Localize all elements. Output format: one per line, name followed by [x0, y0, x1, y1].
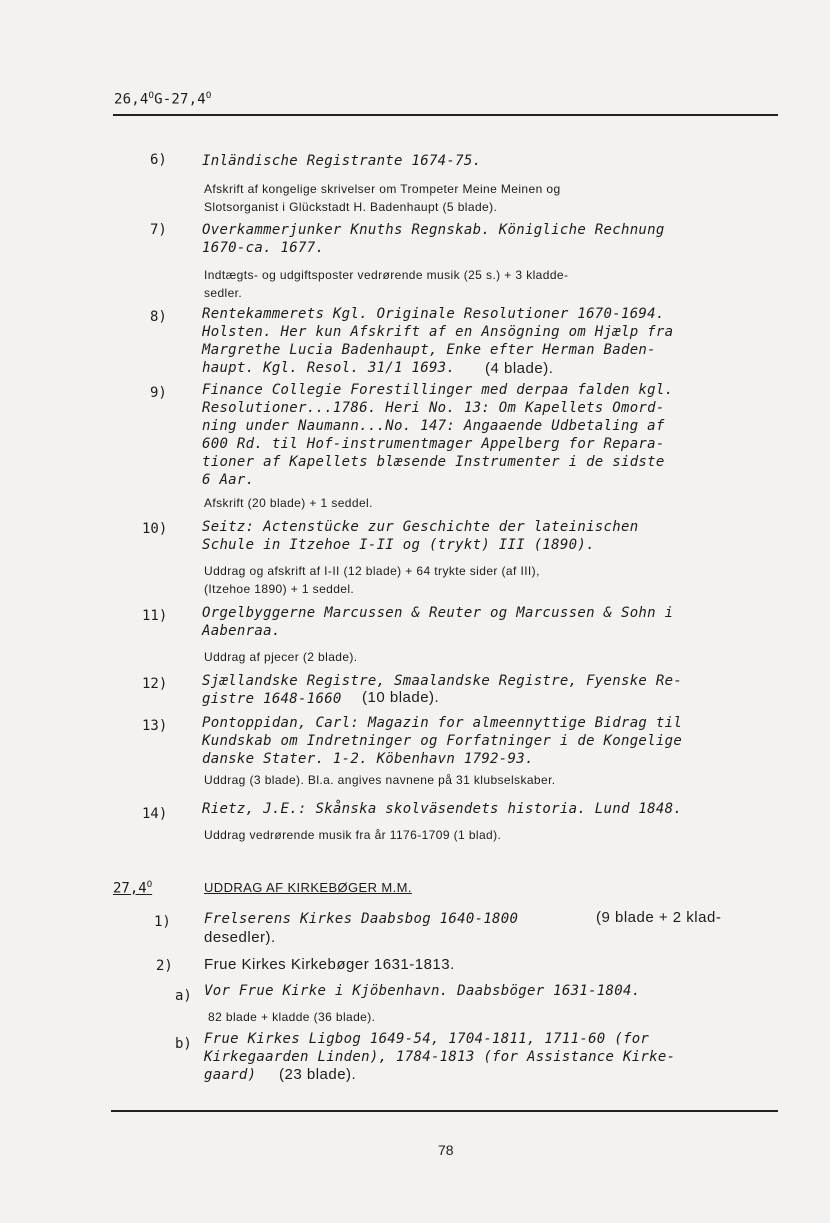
entry-number: a) — [175, 988, 192, 1004]
bottom-rule — [111, 1110, 778, 1112]
entry-note: Afskrift af kongelige skrivelser om Trompeter Meine Meinen og Slotsorganist i Glückstadt H. Badenhaupt (5 blade). — [204, 182, 561, 214]
entry-title: Vor Frue Kirke i Kjöbenhavn. Daabsböger 1631-1804. — [204, 983, 641, 999]
section-number: $27,4^O$ — [113, 880, 153, 897]
entry-note: Uddrag (3 blade). Bl.a. angives navnene på 31 klubselskaber. — [204, 773, 556, 787]
entry-title: Inländische Registrante 1674-75. — [202, 153, 482, 169]
entry-title: Frue Kirkes Ligbog 1649-54, 1704-1811, 1711-60 (for Kirkegaarden Linden), 1784-1813 (for Assistance Kirke- gaard) — [204, 1031, 676, 1083]
entry-title: Sjællandske Registre, Smaalandske Registre, Fyenske Re- gistre 1648-1660 — [202, 673, 683, 707]
entry-title: Rietz, J.E.: Skånska skolväsendets historia. Lund 1848. — [202, 801, 683, 817]
entry-number: 2) — [156, 958, 173, 974]
entry-number: 13) — [142, 718, 168, 734]
entry-note: Indtægts- og udgiftsposter vedrørende musik (25 s.) + 3 kladde- sedler. — [204, 268, 569, 300]
entry-title: Rentekammerets Kgl. Originale Resolutioner 1670-1694. Holsten. Her kun Afskrift af en Ansögning om Hjælp fra Margrethe Lucia Badenhaupt, Enke efter Herman Baden- haupt. Kgl. Resol. 31/1 1693. — [202, 306, 674, 376]
entry-title: Frue Kirkes Kirkebøger 1631-1813. — [204, 956, 455, 973]
entry-title: Seitz: Actenstücke zur Geschichte der lateinischen Schule in Itzehoe I-II og (trykt) III (1890). — [202, 519, 639, 553]
page-reference: $26,4^OG-27,4^O$ — [114, 91, 212, 108]
entry-number: 9) — [150, 385, 167, 401]
page-number: 78 — [438, 1142, 454, 1158]
entry-title: Pontoppidan, Carl: Magazin for almeennyttige Bidrag til Kundskab om Indretninger og Forfatninger i de Kongelige danske Stater. 1-2. Köbenhavn 1792-93. — [202, 715, 683, 767]
entry-note: Uddrag af pjecer (2 blade). — [204, 650, 358, 664]
entry-note: (10 blade). — [362, 689, 440, 706]
entry-number: 12) — [142, 676, 168, 692]
entry-number: 7) — [150, 222, 167, 238]
entry-title: Finance Collegie Forestillinger med derpaa falden kgl. Resolutioner...1786. Heri No. 13: Om Kapellets Omord- ning under Naumann...No. 147: Angaaende Udbetaling af 600 Rd. til Hof-instrumentmager Appelberg for Repara- tioner af Kapellets blæsende Instrumenter i de sidste 6 Aar. — [202, 382, 674, 488]
entry-title: Orgelbyggerne Marcussen & Reuter og Marcussen & Sohn i Aabenraa. — [202, 605, 674, 639]
entry-title: Overkammerjunker Knuths Regnskab. Königliche Rechnung 1670-ca. 1677. — [202, 222, 665, 256]
entry-note: (4 blade). — [485, 360, 554, 377]
entry-note: Afskrift (20 blade) + 1 seddel. — [204, 496, 373, 510]
section-title: UDDRAG AF KIRKEBØGER M.M. — [204, 880, 412, 895]
entry-note: (23 blade). — [279, 1066, 357, 1083]
entry-title: Frelserens Kirkes Daabsbog 1640-1800 — [204, 911, 519, 927]
entry-note: Uddrag vedrørende musik fra år 1176-1709 (1 blad). — [204, 828, 502, 842]
entry-note: 82 blade + kladde (36 blade). — [208, 1010, 376, 1024]
entry-note: Uddrag og afskrift af I-II (12 blade) + 64 trykte sider (af III), (Itzehoe 1890) + 1 seddel. — [204, 564, 540, 596]
entry-number: 6) — [150, 152, 167, 168]
entry-note: (9 blade + 2 klad- desedler). — [204, 909, 722, 946]
top-rule — [113, 114, 778, 116]
entry-number: 10) — [142, 521, 168, 537]
entry-number: 8) — [150, 309, 167, 325]
entry-number: 11) — [142, 608, 168, 624]
entry-number: 1) — [154, 914, 171, 930]
entry-number: 14) — [142, 806, 168, 822]
entry-number: b) — [175, 1036, 192, 1052]
